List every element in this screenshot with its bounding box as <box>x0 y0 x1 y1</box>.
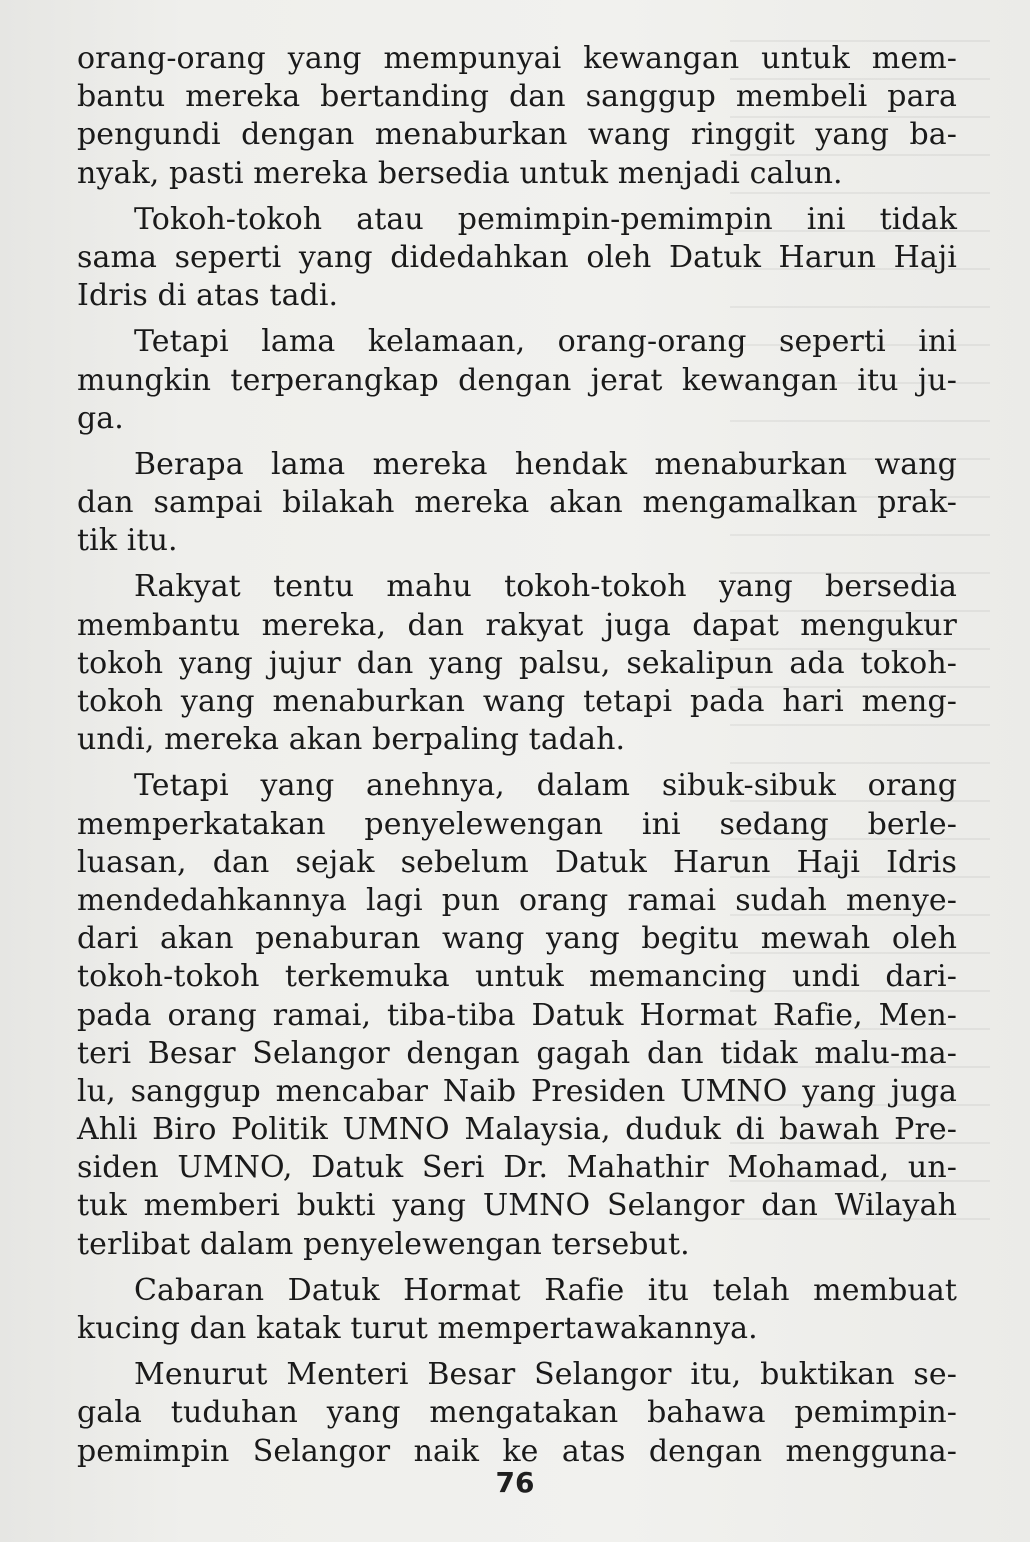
text-line: mungkin terperangkap dengan jerat kewangan itu ju- <box>77 362 957 398</box>
text-line: bantu mereka bertanding dan sanggup membeli para <box>77 79 957 115</box>
text-line: teri Besar Selangor dengan gagah dan tidak malu-ma- <box>77 1035 957 1071</box>
paragraph-gap <box>77 759 957 767</box>
text-line: pada orang ramai, tiba-tiba Datuk Hormat Rafie, Men- <box>77 997 957 1033</box>
text-line: Menurut Menteri Besar Selangor itu, buktikan se- <box>134 1357 957 1393</box>
text-line: Ahli Biro Politik UMNO Malaysia, duduk di bawah Pre- <box>77 1112 957 1148</box>
body-text <box>77 40 957 1471</box>
paragraph-gap <box>77 438 957 446</box>
text-line: terlibat dalam penyelewengan tersebut. <box>77 1226 690 1262</box>
paragraph-gap <box>77 315 957 323</box>
text-line: tuk memberi bukti yang UMNO Selangor dan Wilayah <box>77 1188 957 1224</box>
text-line: pemimpin Selangor naik ke atas dengan mengguna- <box>77 1433 957 1469</box>
text-line: lu, sanggup mencabar Naib Presiden UMNO yang juga <box>77 1073 957 1109</box>
text-line: tokoh yang menaburkan wang tetapi pada hari meng- <box>77 684 957 719</box>
text-line: dari akan penaburan wang yang begitu mewah oleh <box>77 921 957 957</box>
paragraph <box>77 40 957 193</box>
text-line: membantu mereka, dan rakyat juga dapat mengukur <box>77 607 957 643</box>
text-line: mendedahkannya lagi pun orang ramai sudah menye- <box>77 882 957 918</box>
text-line: tokoh yang jujur dan yang palsu, sekalipun ada tokoh- <box>77 645 957 681</box>
text-line: luasan, dan sejak sebelum Datuk Harun Haji Idris <box>77 844 957 880</box>
text-line: ga. <box>77 400 124 436</box>
text-line: siden UMNO, Datuk Seri Dr. Mahathir Mohamad, un- <box>77 1150 957 1186</box>
text-line: memperkatakan penyelewengan ini sedang berle- <box>77 806 957 842</box>
paragraph <box>77 1356 957 1471</box>
paragraph <box>77 568 957 759</box>
text-line: pengundi dengan menaburkan wang ringgit yang ba- <box>77 117 957 153</box>
paragraph-gap <box>77 193 957 201</box>
paragraph-gap <box>77 1348 957 1356</box>
text-line: tokoh-tokoh terkemuka untuk memancing undi dari- <box>77 959 957 995</box>
text-line: Cabaran Datuk Hormat Rafie itu telah membuat <box>134 1272 957 1308</box>
paragraph <box>77 1272 957 1348</box>
paragraph-gap <box>77 1264 957 1272</box>
text-line: Berapa lama mereka hendak menaburkan wang <box>134 446 957 482</box>
page-number: 76 <box>495 1466 535 1499</box>
text-line: Idris di atas tadi. <box>77 278 339 314</box>
paragraph-gap <box>77 560 957 568</box>
text-line: tik itu. <box>77 523 178 559</box>
text-line: kucing dan katak turut mempertawakannya. <box>77 1311 758 1346</box>
text-line: gala tuduhan yang mengatakan bahawa pemimpin- <box>77 1395 957 1431</box>
paragraph <box>77 767 957 1263</box>
text-line: sama seperti yang didedahkan oleh Datuk Harun Haji <box>77 239 957 275</box>
paragraph <box>77 323 957 438</box>
text-line: Tetapi yang anehnya, dalam sibuk-sibuk orang <box>134 768 957 804</box>
paragraph <box>77 201 957 316</box>
text-line: Tetapi lama kelamaan, orang-orang seperti ini <box>134 324 957 360</box>
text-line: Tokoh-tokoh atau pemimpin-pemimpin ini tidak <box>134 201 957 237</box>
text-line: Rakyat tentu mahu tokoh-tokoh yang bersedia <box>134 569 957 605</box>
text-line: undi, mereka akan berpaling tadah. <box>77 722 626 758</box>
text-line: dan sampai bilakah mereka akan mengamalkan prak- <box>77 485 957 521</box>
paragraph <box>77 446 957 561</box>
text-line: orang-orang yang mempunyai kewangan untuk mem- <box>77 41 957 76</box>
text-line: nyak, pasti mereka bersedia untuk menjadi calun. <box>77 155 843 191</box>
